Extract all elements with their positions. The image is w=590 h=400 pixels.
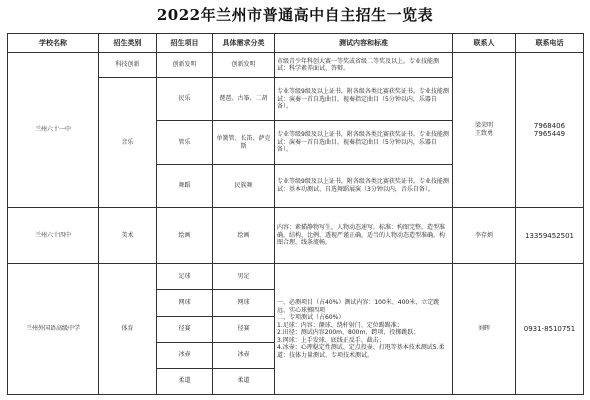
classification-cell: 径赛 (213, 316, 275, 342)
header-contact: 联系人 (453, 34, 516, 53)
classification-cell: 民族舞 (213, 164, 275, 207)
project-cell: 民乐 (157, 78, 213, 121)
table-row (8, 264, 584, 290)
category-cell: 美术 (99, 207, 157, 263)
contact-name: 梁荣明 (474, 121, 493, 129)
header-phone: 联系电话 (516, 34, 584, 53)
contact-name: 王致勇 (474, 129, 493, 137)
project-cell: 足球 (157, 264, 213, 290)
page-title: 2022年兰州市普通高中自主招生一览表 (156, 6, 434, 24)
table-row (8, 53, 584, 78)
classification-cell: 绘画 (213, 207, 275, 263)
phone-cell (516, 53, 584, 208)
requirement-line: 4.冰壶：心理稳定性测试、定点投壶、打甩等基本技术测试5.柔道：技体力量测试、专项技术测试。 (277, 344, 445, 359)
contact-cell (453, 53, 516, 208)
requirement-cell: 专业等级9级及以上证书，附各级各类比赛获奖证书。专业技能测试：基本功测试、自选舞蹈展演（3分钟以内，音乐自备）。 (275, 164, 453, 207)
school-name-cell: 兰州六十一中 (8, 53, 99, 208)
project-cell: 柔道 (157, 368, 213, 394)
school-name-cell: 兰州外国语高级中学 (8, 264, 99, 395)
requirement-cell: 内容：素描静物写生，人物动态速写。标准：构图完整，造型准确，结构、比例、透视严谨正确，适当的人物动态造型准确，构图合理，线条流畅。 (275, 207, 453, 263)
classification-cell: 网球 (213, 290, 275, 316)
header-project: 招生项目 (157, 34, 213, 53)
school-name-cell: 兰州六十四中 (8, 207, 99, 263)
project-cell: 管乐 (157, 121, 213, 164)
requirement-cell: 专业等级9级及以上证书，附各级各类比赛获奖证书。专业技能测试：演奏一首自选曲目，视奏指定曲目（5分钟以内，乐器自备）。 (275, 78, 453, 121)
contact-cell: 刘晖 (453, 264, 516, 395)
category-cell: 体育 (99, 264, 157, 395)
header-school: 学校名称 (8, 34, 99, 53)
classification-cell: 单簧管、长笛、萨克斯 (213, 121, 275, 164)
classification-cell: 冰壶 (213, 342, 275, 368)
project-cell: 冰壶 (157, 342, 213, 368)
project-cell: 舞蹈 (157, 164, 213, 207)
requirement-line: 2.田径：测试内容200m、800m、跨项、投掷跳跃； (277, 329, 420, 337)
project-cell: 绘画 (157, 207, 213, 263)
project-cell: 网球 (157, 290, 213, 316)
phone-number: 7968406 (533, 121, 566, 130)
requirement-line: 二、专项测试（占60%） (277, 314, 345, 322)
classification-cell: 男足 (213, 264, 275, 290)
project-cell: 径赛 (157, 316, 213, 342)
requirement-cell: 专业等级9级及以上证书，附各级各类比赛获奖证书。专业技能测试：演奏一首自选曲目，视奏指定曲目（5分钟以内，乐器自备）。 (275, 121, 453, 164)
header-classification: 具体需求分类 (213, 34, 275, 53)
requirement-line: 1.足球：内容：颠球、绕杆射门、定位踢踢准； (277, 321, 403, 329)
phone-cell: 13359452501 (516, 207, 584, 263)
category-cell: 科技创新 (99, 53, 157, 78)
header-category: 招生类别 (99, 34, 157, 53)
classification-cell: 柔道 (213, 368, 275, 394)
category-cell: 音乐 (99, 78, 157, 208)
classification-cell: 琵琶、古筝、二胡 (213, 78, 275, 121)
phone-cell: 0931-8510751 (516, 264, 584, 395)
requirement-cell: 市级青少年科创大赛一等奖或省级二等奖及以上。专业技能测试：科学素养面试、答辩。 (275, 53, 453, 78)
requirement-cell (275, 264, 453, 395)
requirement-line: 一、必测项目（占40%）测试内容：100米、400米、立定跳远、实心球掷四项 (277, 299, 440, 314)
classification-cell: 创新发明 (213, 53, 275, 78)
contact-cell: 李存炳 (453, 207, 516, 263)
project-cell: 创新发明 (157, 53, 213, 78)
enrollment-table (7, 33, 584, 395)
header-row (8, 34, 584, 53)
table-row (8, 207, 584, 263)
phone-number: 7965449 (533, 129, 566, 138)
requirement-line: 3.网球：上手发球、底线正反手、截击； (277, 336, 385, 344)
header-requirement: 测试内容和标准 (275, 34, 453, 53)
